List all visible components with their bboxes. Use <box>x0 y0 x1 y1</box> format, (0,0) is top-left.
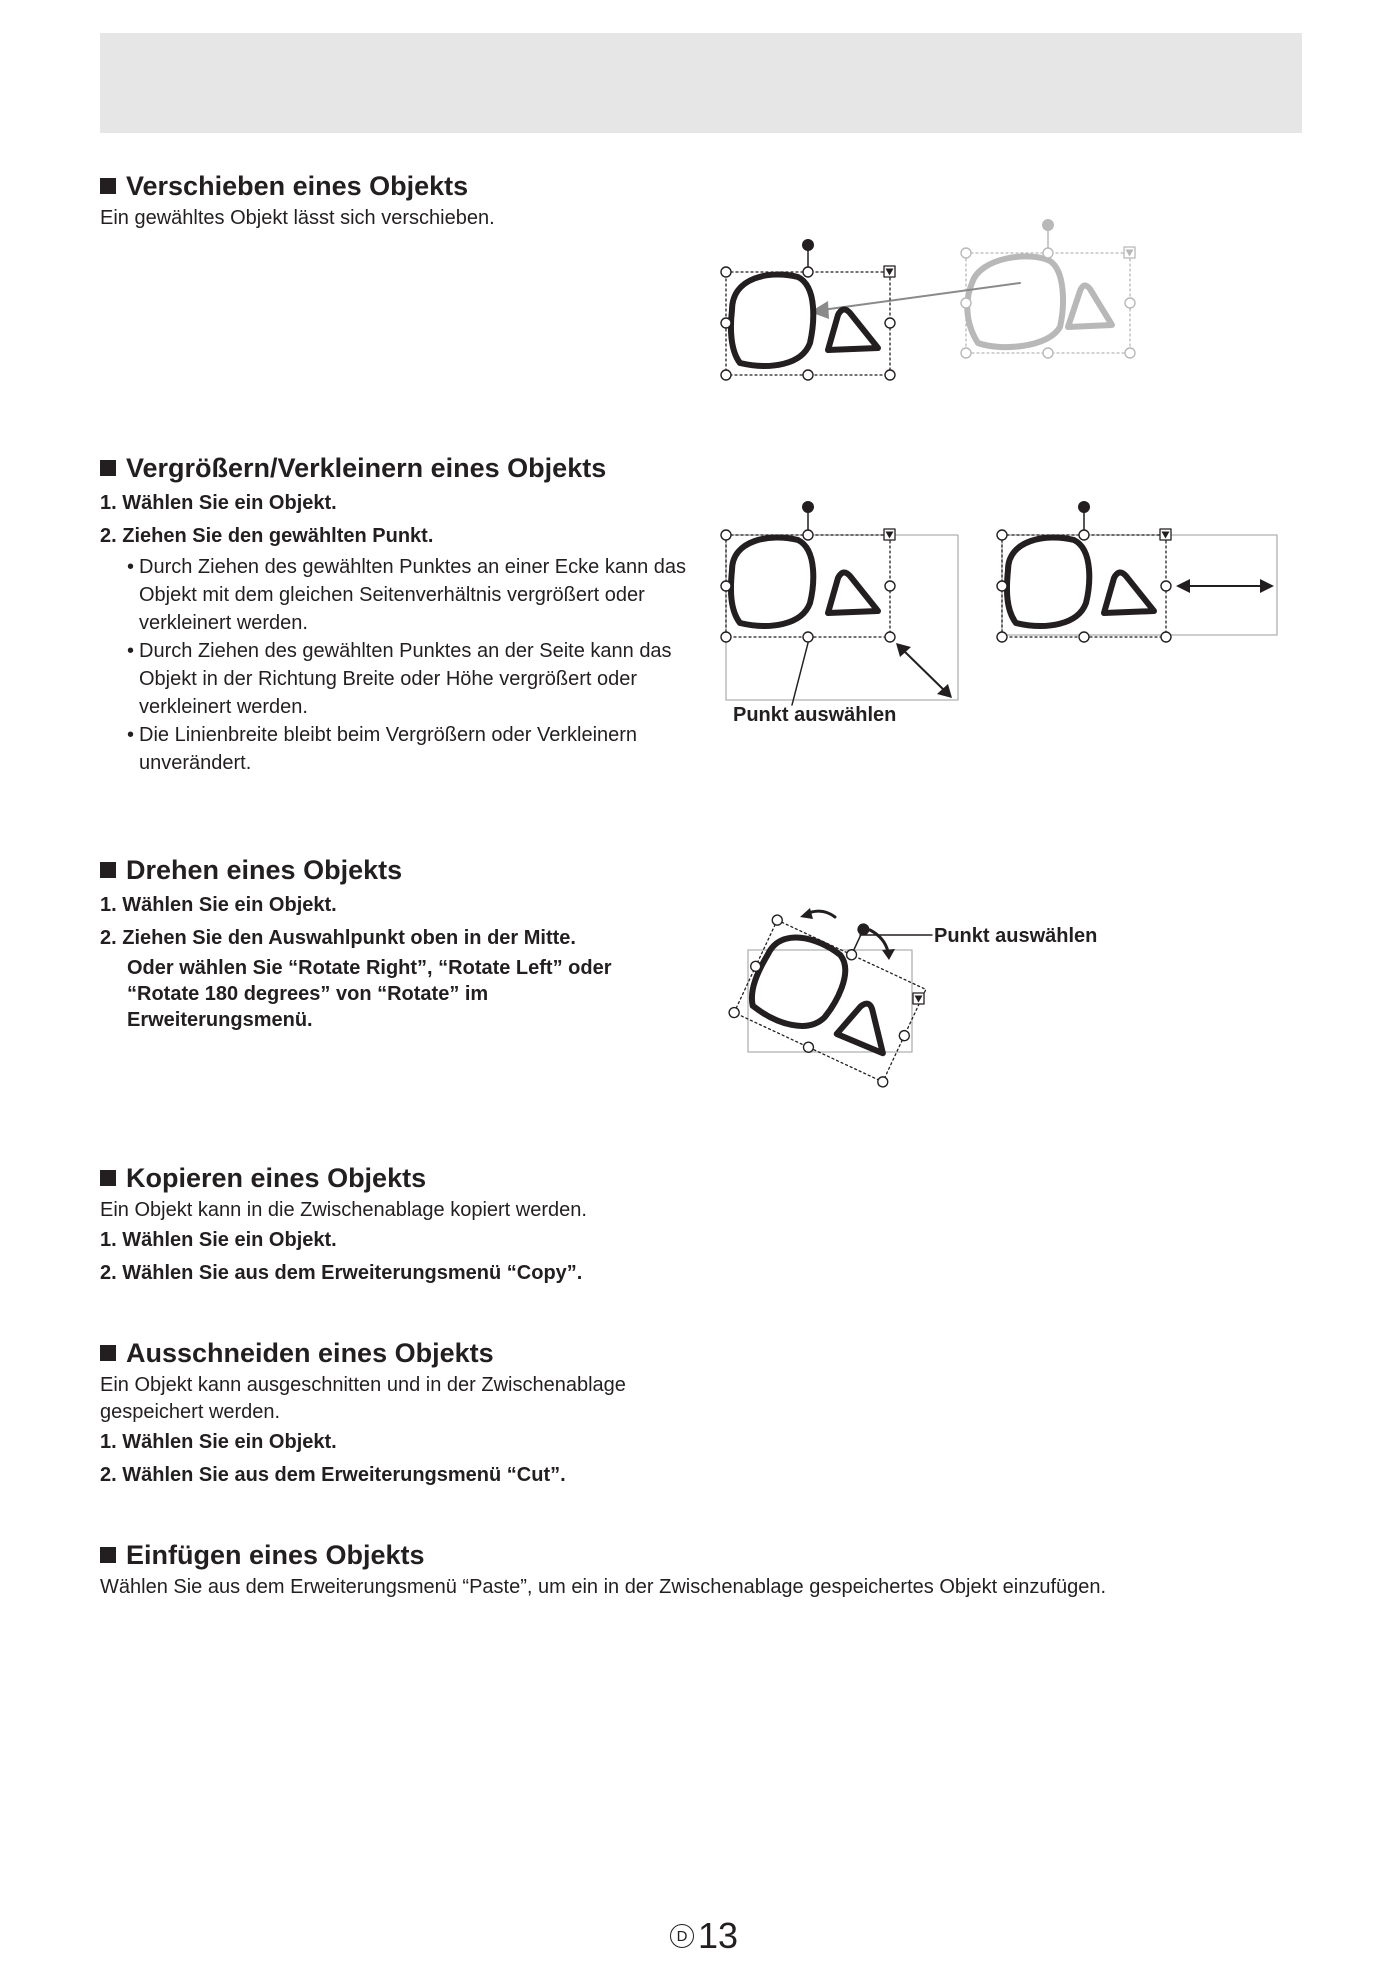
figure-label-select-point: Punkt auswählen <box>934 925 1098 947</box>
section-title-paste: Einfügen eines Objekts <box>100 1539 1300 1571</box>
square-bullet-icon <box>100 1547 116 1563</box>
square-bullet-icon <box>100 178 116 194</box>
step-2: 2. Ziehen Sie den gewählten Punkt. <box>100 525 434 547</box>
section-text-paste: Wählen Sie aus dem Erweiterungsmenü “Paste”, um ein in der Zwischenablage gespeichertes Objekt einzufügen. <box>100 1576 1107 1598</box>
page-number-value: 13 <box>698 1915 739 1956</box>
section-text-move: Ein gewähltes Objekt lässt sich verschieben. <box>100 207 495 229</box>
section-rotate <box>100 854 620 1033</box>
section-resize <box>100 452 690 777</box>
section-text-cut: Ein Objekt kann ausgeschnitten und in der Zwischenablage gespeichert werden. <box>100 1374 626 1423</box>
square-bullet-icon <box>100 460 116 476</box>
bullet-item: • Durch Ziehen des gewählten Punktes an der Seite kann das Objekt in der Richtung Breite oder Höhe vergrößert oder verkleinert werden. <box>127 637 690 721</box>
bullet-item: • Die Linienbreite bleibt beim Vergrößern oder Verkleinern unverändert. <box>127 721 690 777</box>
section-cut <box>100 1337 660 1492</box>
section-move <box>100 170 800 232</box>
step-1: 1. Wählen Sie ein Objekt. <box>100 894 337 916</box>
rotate-note: Oder wählen Sie “Rotate Right”, “Rotate Left” oder “Rotate 180 degrees” von “Rotate” im Erweiterungsmenü. <box>127 957 612 1031</box>
language-mark-icon: D <box>670 1924 694 1948</box>
step-2: 2. Wählen Sie aus dem Erweiterungsmenü “Copy”. <box>100 1262 583 1284</box>
step-1: 1. Wählen Sie ein Objekt. <box>100 1431 337 1453</box>
section-copy <box>100 1162 800 1290</box>
step-1: 1. Wählen Sie ein Objekt. <box>100 1229 337 1251</box>
rotate-figure <box>710 900 930 1100</box>
move-figure <box>710 215 1140 385</box>
bullet-list <box>100 553 690 777</box>
step-1: 1. Wählen Sie ein Objekt. <box>100 492 337 514</box>
square-bullet-icon <box>100 862 116 878</box>
step-2: 2. Wählen Sie aus dem Erweiterungsmenü “Cut”. <box>100 1464 566 1486</box>
section-paste <box>100 1539 1300 1601</box>
section-title-rotate: Drehen eines Objekts <box>100 854 620 886</box>
bullet-item: • Durch Ziehen des gewählten Punktes an einer Ecke kann das Objekt mit dem gleichen Seitenverhältnis vergrößert oder verkleinert werden. <box>127 553 690 637</box>
step-2: 2. Ziehen Sie den Auswahlpunkt oben in der Mitte. <box>100 927 576 949</box>
section-title-move: Verschieben eines Objekts <box>100 170 800 202</box>
section-text-copy: Ein Objekt kann in die Zwischenablage kopiert werden. <box>100 1199 587 1221</box>
header-bar <box>100 33 1302 133</box>
section-title-copy: Kopieren eines Objekts <box>100 1162 800 1194</box>
figure-label-select-point: Punkt auswählen <box>733 704 897 726</box>
resize-figure <box>710 495 1285 705</box>
square-bullet-icon <box>100 1170 116 1186</box>
page-number <box>670 1916 738 1956</box>
section-title-resize: Vergrößern/Verkleinern eines Objekts <box>100 452 690 484</box>
section-title-cut: Ausschneiden eines Objekts <box>100 1337 660 1369</box>
square-bullet-icon <box>100 1345 116 1361</box>
